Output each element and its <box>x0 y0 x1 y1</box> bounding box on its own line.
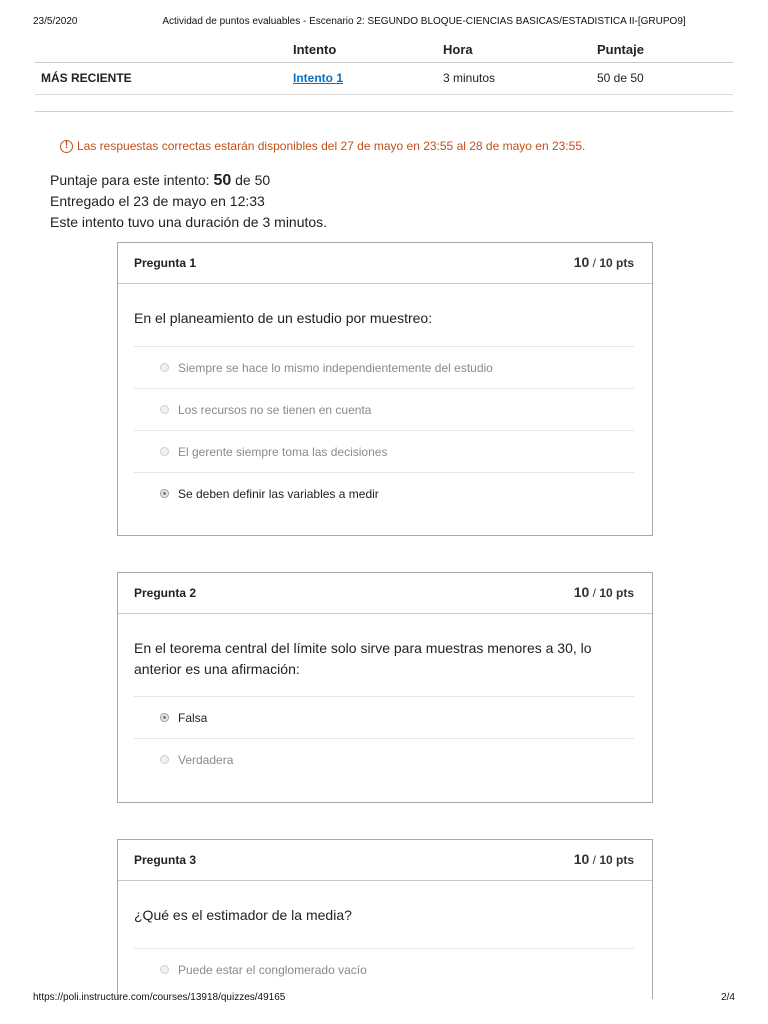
question-text: ¿Qué es el estimador de la media? <box>134 907 352 923</box>
radio-icon[interactable] <box>160 965 169 974</box>
answer-option[interactable] <box>134 388 634 430</box>
radio-selected-icon[interactable] <box>160 489 169 498</box>
question-points <box>574 584 634 600</box>
points-possible: 10 pts <box>599 853 634 867</box>
notice-text: Las respuestas correctas estarán disponibles del 27 de mayo en 23:55 al 28 de mayo en 23:55. <box>77 139 586 153</box>
points-earned: 10 <box>573 254 590 270</box>
points-possible: 10 pts <box>599 256 634 270</box>
exclamation-circle-icon: ! <box>60 140 73 153</box>
answer-label: Se deben definir las variables a medir <box>178 486 379 501</box>
print-date: 23/5/2020 <box>33 16 78 27</box>
question-title: Pregunta 3 <box>134 853 197 867</box>
answer-option[interactable] <box>134 738 634 780</box>
question-points <box>574 851 634 867</box>
score-line <box>50 170 327 191</box>
points-separator: / <box>592 853 596 867</box>
duration-line: Este intento tuvo una duración de 3 minutos. <box>50 214 328 230</box>
score-prefix: Puntaje para este intento: <box>50 172 214 188</box>
points-earned: 10 <box>573 584 590 600</box>
answer-label: Verdadera <box>178 752 234 767</box>
points-separator: / <box>592 586 596 600</box>
question-card-2 <box>117 572 653 803</box>
question-title: Pregunta 1 <box>134 256 197 270</box>
answer-list <box>134 696 634 780</box>
answer-label: Puede estar el conglomerado vacío <box>178 962 367 977</box>
row-score: 50 de 50 <box>597 63 733 95</box>
print-title: Actividad de puntos evaluables - Escenario 2: SEGUNDO BLOQUE-CIENCIAS BASICAS/ESTADISTICA II-[GRUPO9] <box>162 16 686 27</box>
header-attempt: Intento <box>293 36 443 63</box>
points-separator: / <box>592 256 596 270</box>
answer-label: El gerente siempre toma las decisiones <box>178 444 388 459</box>
answer-list <box>134 948 634 990</box>
print-header <box>0 16 768 32</box>
radio-icon[interactable] <box>160 447 169 456</box>
question-card-3 <box>117 839 653 999</box>
answer-option-selected[interactable] <box>134 696 634 738</box>
submitted-line: Entregado el 23 de mayo en 12:33 <box>50 193 265 209</box>
answer-label: Siempre se hace lo mismo independientemente del estudio <box>178 360 493 375</box>
score-value: 50 <box>213 172 232 189</box>
points-earned: 10 <box>573 851 590 867</box>
answer-label: Los recursos no se tienen en cuenta <box>178 402 372 417</box>
row-label: MÁS RECIENTE <box>35 63 293 95</box>
table-header-row <box>35 36 733 63</box>
header-time: Hora <box>443 36 597 63</box>
print-page-number: 2/4 <box>721 992 735 1003</box>
header-score: Puntaje <box>597 36 733 63</box>
radio-icon[interactable] <box>160 755 169 764</box>
answer-option[interactable] <box>134 346 634 388</box>
radio-icon[interactable] <box>160 405 169 414</box>
answers-availability-notice <box>60 139 585 153</box>
answer-list <box>134 346 634 514</box>
radio-selected-icon[interactable] <box>160 713 169 722</box>
section-divider <box>35 111 733 112</box>
answer-option-selected[interactable] <box>134 472 634 514</box>
answer-label: Falsa <box>178 710 208 725</box>
attempt-history-table <box>35 36 733 95</box>
answer-option[interactable] <box>134 948 634 990</box>
header-empty <box>35 36 293 63</box>
points-possible: 10 pts <box>599 586 634 600</box>
question-points <box>574 254 634 270</box>
question-card-1 <box>117 242 653 536</box>
row-time: 3 minutos <box>443 63 597 95</box>
question-header <box>118 840 652 881</box>
question-text: En el planeamiento de un estudio por muestreo: <box>134 310 433 326</box>
answer-option[interactable] <box>134 430 634 472</box>
table-row <box>35 63 733 95</box>
print-url: https://poli.instructure.com/courses/13918/quizzes/49165 <box>33 992 286 1003</box>
score-suffix: de 50 <box>231 172 271 188</box>
question-title: Pregunta 2 <box>134 586 197 600</box>
question-header <box>118 243 652 284</box>
question-text: En el teorema central del límite solo sirve para muestras menores a 30, lo anterior es una afirmación: <box>134 640 592 677</box>
attempt-summary <box>50 170 327 233</box>
radio-icon[interactable] <box>160 363 169 372</box>
attempt-link[interactable]: Intento 1 <box>293 71 343 85</box>
question-header <box>118 573 652 614</box>
